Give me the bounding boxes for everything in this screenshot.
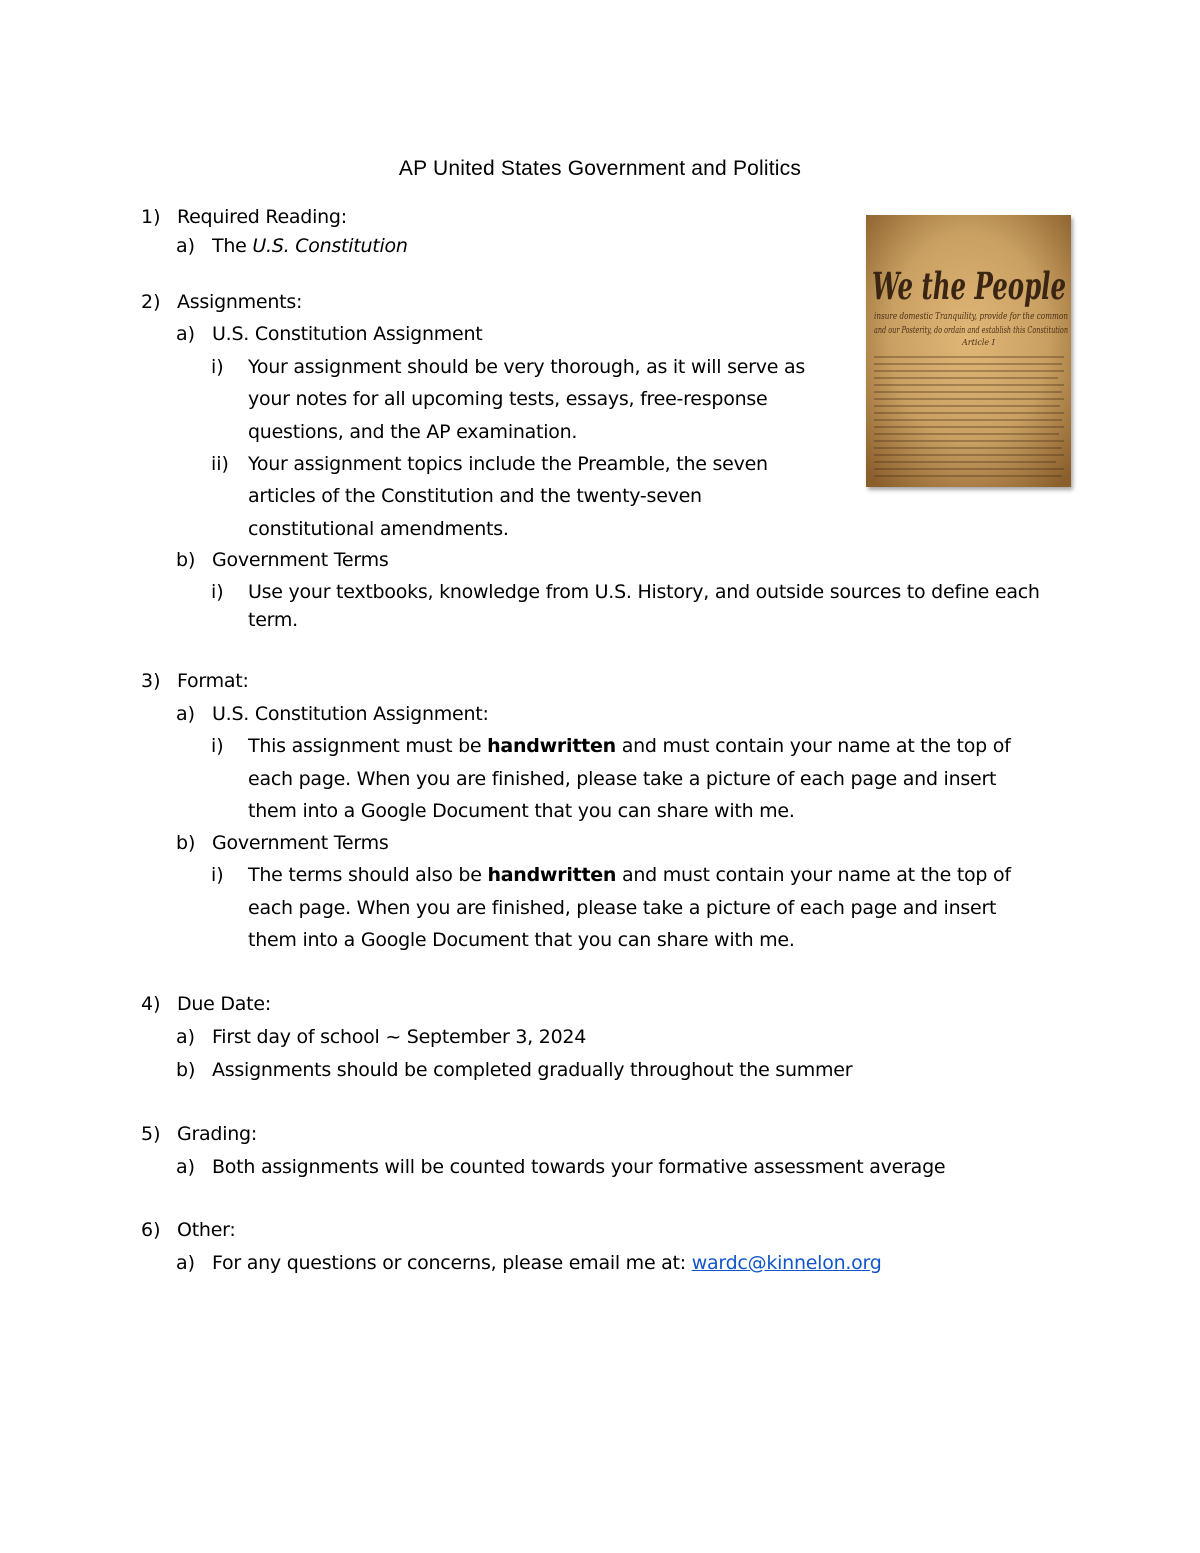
s3-a-i-bold: handwritten	[487, 735, 616, 757]
s2-a-text: U.S. Constitution Assignment	[212, 323, 483, 345]
section-2-marker: 2)	[141, 291, 161, 313]
s5-a-text: Both assignments will be counted towards your formative assessment average	[212, 1156, 946, 1178]
s2-a-i-line: Your assignment should be very thorough, as it will serve as	[248, 356, 805, 378]
section-3-heading: Format:	[177, 670, 249, 692]
s3-b-i-bold: handwritten	[487, 864, 617, 886]
s3-b-text: Government Terms	[212, 832, 389, 854]
s1-a-marker: a)	[176, 235, 196, 257]
s2-a-ii-line: articles of the Constitution and the twenty-seven	[248, 485, 702, 507]
section-5-marker: 5)	[141, 1123, 161, 1145]
s3-b-marker: b)	[176, 832, 196, 854]
s6-a-marker: a)	[176, 1252, 196, 1274]
s4-a-text: First day of school ~ September 3, 2024	[212, 1026, 587, 1048]
section-4-heading: Due Date:	[177, 993, 271, 1015]
s2-b-i-line: term.	[248, 609, 298, 631]
s3-b-i-marker: i)	[211, 864, 224, 886]
section-2-heading: Assignments:	[177, 291, 303, 313]
page-title: AP United States Government and Politics	[398, 157, 802, 180]
s3-b-i-first-line	[248, 861, 1011, 889]
s4-a-marker: a)	[176, 1026, 196, 1048]
section-5-heading: Grading:	[177, 1123, 258, 1145]
s2-a-i-marker: i)	[211, 356, 224, 378]
s2-b-i-marker: i)	[211, 581, 224, 603]
s2-b-marker: b)	[176, 549, 196, 571]
s2-a-ii-marker: ii)	[211, 453, 229, 475]
section-1-marker: 1)	[141, 206, 161, 228]
s3-a-i-post: and must contain your name at the top of	[615, 735, 1011, 757]
s3-a-i-line: them into a Google Document that you can share with me.	[248, 800, 795, 822]
s3-a-i-line: each page. When you are finished, please take a picture of each page and insert	[248, 768, 997, 790]
s2-a-i-line: your notes for all upcoming tests, essays, free-response	[248, 388, 768, 410]
s2-a-marker: a)	[176, 323, 196, 345]
s2-b-text: Government Terms	[212, 549, 389, 571]
s1-a-italic: U.S. Constitution	[252, 235, 408, 257]
section-3-marker: 3)	[141, 670, 161, 692]
we-the-people-heading: We the People	[872, 264, 1066, 308]
section-1-heading: Required Reading:	[177, 206, 347, 228]
s3-b-i-line: them into a Google Document that you can share with me.	[248, 929, 795, 951]
s5-a-marker: a)	[176, 1156, 196, 1178]
s3-a-i-marker: i)	[211, 735, 224, 757]
section-4-marker: 4)	[141, 993, 161, 1015]
constitution-line-1: insure domestic Tranquility, provide for the common	[874, 312, 1069, 322]
s3-b-i-line: each page. When you are finished, please take a picture of each page and insert	[248, 897, 997, 919]
section-6-heading: Other:	[177, 1219, 236, 1241]
section-6-marker: 6)	[141, 1219, 161, 1241]
s6-a-text	[212, 1249, 882, 1277]
s6-a-label: For any questions or concerns, please email me at:	[212, 1252, 692, 1274]
s3-a-marker: a)	[176, 703, 196, 725]
constitution-image	[866, 215, 1071, 487]
s4-b-marker: b)	[176, 1059, 196, 1081]
s1-a-pre: The	[212, 235, 253, 257]
email-link[interactable]: wardc@kinnelon.org	[691, 1252, 882, 1274]
constitution-article-label: Article I	[962, 338, 995, 347]
s3-a-i-pre: This assignment must be	[248, 735, 488, 757]
s4-b-text: Assignments should be completed gradually throughout the summer	[212, 1059, 853, 1081]
s2-a-ii-line: Your assignment topics include the Preamble, the seven	[248, 453, 768, 475]
s2-a-i-line: questions, and the AP examination.	[248, 421, 578, 443]
s2-b-i-line: Use your textbooks, knowledge from U.S. History, and outside sources to define each	[248, 581, 1040, 603]
constitution-line-2: and our Posterity, do ordain and establish this Constitution	[874, 326, 1069, 336]
s3-b-i-post: and must contain your name at the top of	[616, 864, 1011, 886]
s2-a-ii-line: constitutional amendments.	[248, 518, 509, 540]
s3-a-i-first-line	[248, 732, 1011, 760]
s3-a-text: U.S. Constitution Assignment:	[212, 703, 489, 725]
s3-b-i-pre: The terms should also be	[248, 864, 488, 886]
s1-a-text	[212, 232, 408, 260]
